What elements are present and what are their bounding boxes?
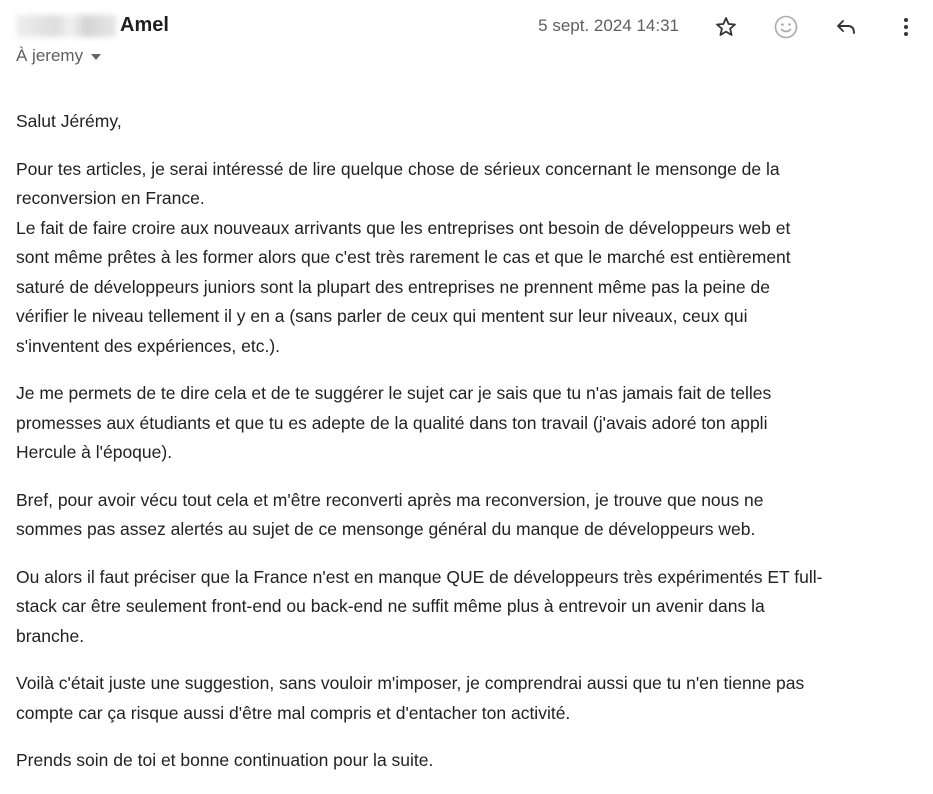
- paragraph-line: s'inventent des expériences, etc.).: [16, 335, 281, 356]
- email-paragraph: [16, 107, 926, 137]
- paragraph-line: Le fait de faire croire aux nouveaux arrivants que les entreprises ont besoin de développeurs web et: [16, 217, 791, 238]
- email-paragraph: [16, 746, 926, 776]
- paragraph-line: Ou alors il faut préciser que la France n'est en manque QUE de développeurs très expérimentés ET full-: [16, 566, 823, 587]
- paragraph-line: Bref, pour avoir vécu tout cela et m'être reconverti après ma reconversion, je trouve que nous ne: [16, 489, 764, 510]
- email-header: [16, 12, 917, 42]
- email-body: [16, 107, 926, 794]
- email-date: 5 sept. 2024 14:31: [538, 16, 679, 35]
- paragraph-line: Salut Jérémy,: [16, 111, 122, 131]
- email-paragraph: [16, 486, 926, 545]
- sender-name-redacted: [16, 15, 116, 37]
- sender-name[interactable]: Amel: [120, 14, 169, 36]
- paragraph-line: Hercule à l'époque).: [16, 442, 173, 462]
- paragraph-line: stack car être seulement front-end ou back-end ne suffit même plus à entrevoir un avenir dans la: [16, 596, 765, 616]
- paragraph-line: sommes pas assez alertés au sujet de ce mensonge général du manque de développeurs web.: [16, 519, 756, 539]
- star-icon[interactable]: [711, 12, 741, 42]
- reply-icon[interactable]: [831, 12, 861, 42]
- paragraph-line: reconversion en France.: [16, 188, 205, 208]
- email-paragraph: [16, 669, 926, 728]
- email-paragraph: [16, 379, 926, 468]
- paragraph-line: promesses aux étudiants et que tu es adepte de la qualité dans ton travail (j'avais adoré ton appli: [16, 412, 768, 433]
- more-vert-icon[interactable]: [891, 12, 921, 42]
- recipient-label: À jeremy: [16, 46, 84, 65]
- caret-down-icon: [91, 54, 101, 60]
- emoji-icon[interactable]: [771, 12, 801, 42]
- email-paragraph: [16, 563, 926, 652]
- paragraph-line: Prends soin de toi et bonne continuation pour la suite.: [16, 750, 434, 770]
- paragraph-line: branche.: [16, 625, 85, 646]
- paragraph-line: Pour tes articles, je serai intéressé de lire quelque chose de sérieux concernant le mensonge de la: [16, 158, 780, 179]
- email-paragraph: [16, 155, 926, 362]
- paragraph-line: vérifier le niveau tellement il y en a (sans parler de ceux qui mentent sur leur niveaux, ceux qui: [16, 306, 748, 326]
- recipient-dropdown[interactable]: [16, 46, 101, 66]
- paragraph-line: saturé de développeurs juniors sont la plupart des entreprises ne prennent même pas la peine de: [16, 276, 770, 297]
- paragraph-line: compte car ça risque aussi d'être mal compris et d'entacher ton activité.: [16, 702, 571, 723]
- paragraph-line: Je me permets de te dire cela et de te suggérer le sujet car je sais que tu n'as jamais fait de telles: [16, 383, 772, 403]
- paragraph-line: Voilà c'était juste une suggestion, sans vouloir m'imposer, je comprendrai aussi que tu n'en tienne pas: [16, 673, 805, 693]
- paragraph-line: sont même prêtes à les former alors que c'est très rarement le cas et que le marché est entièrement: [16, 247, 791, 267]
